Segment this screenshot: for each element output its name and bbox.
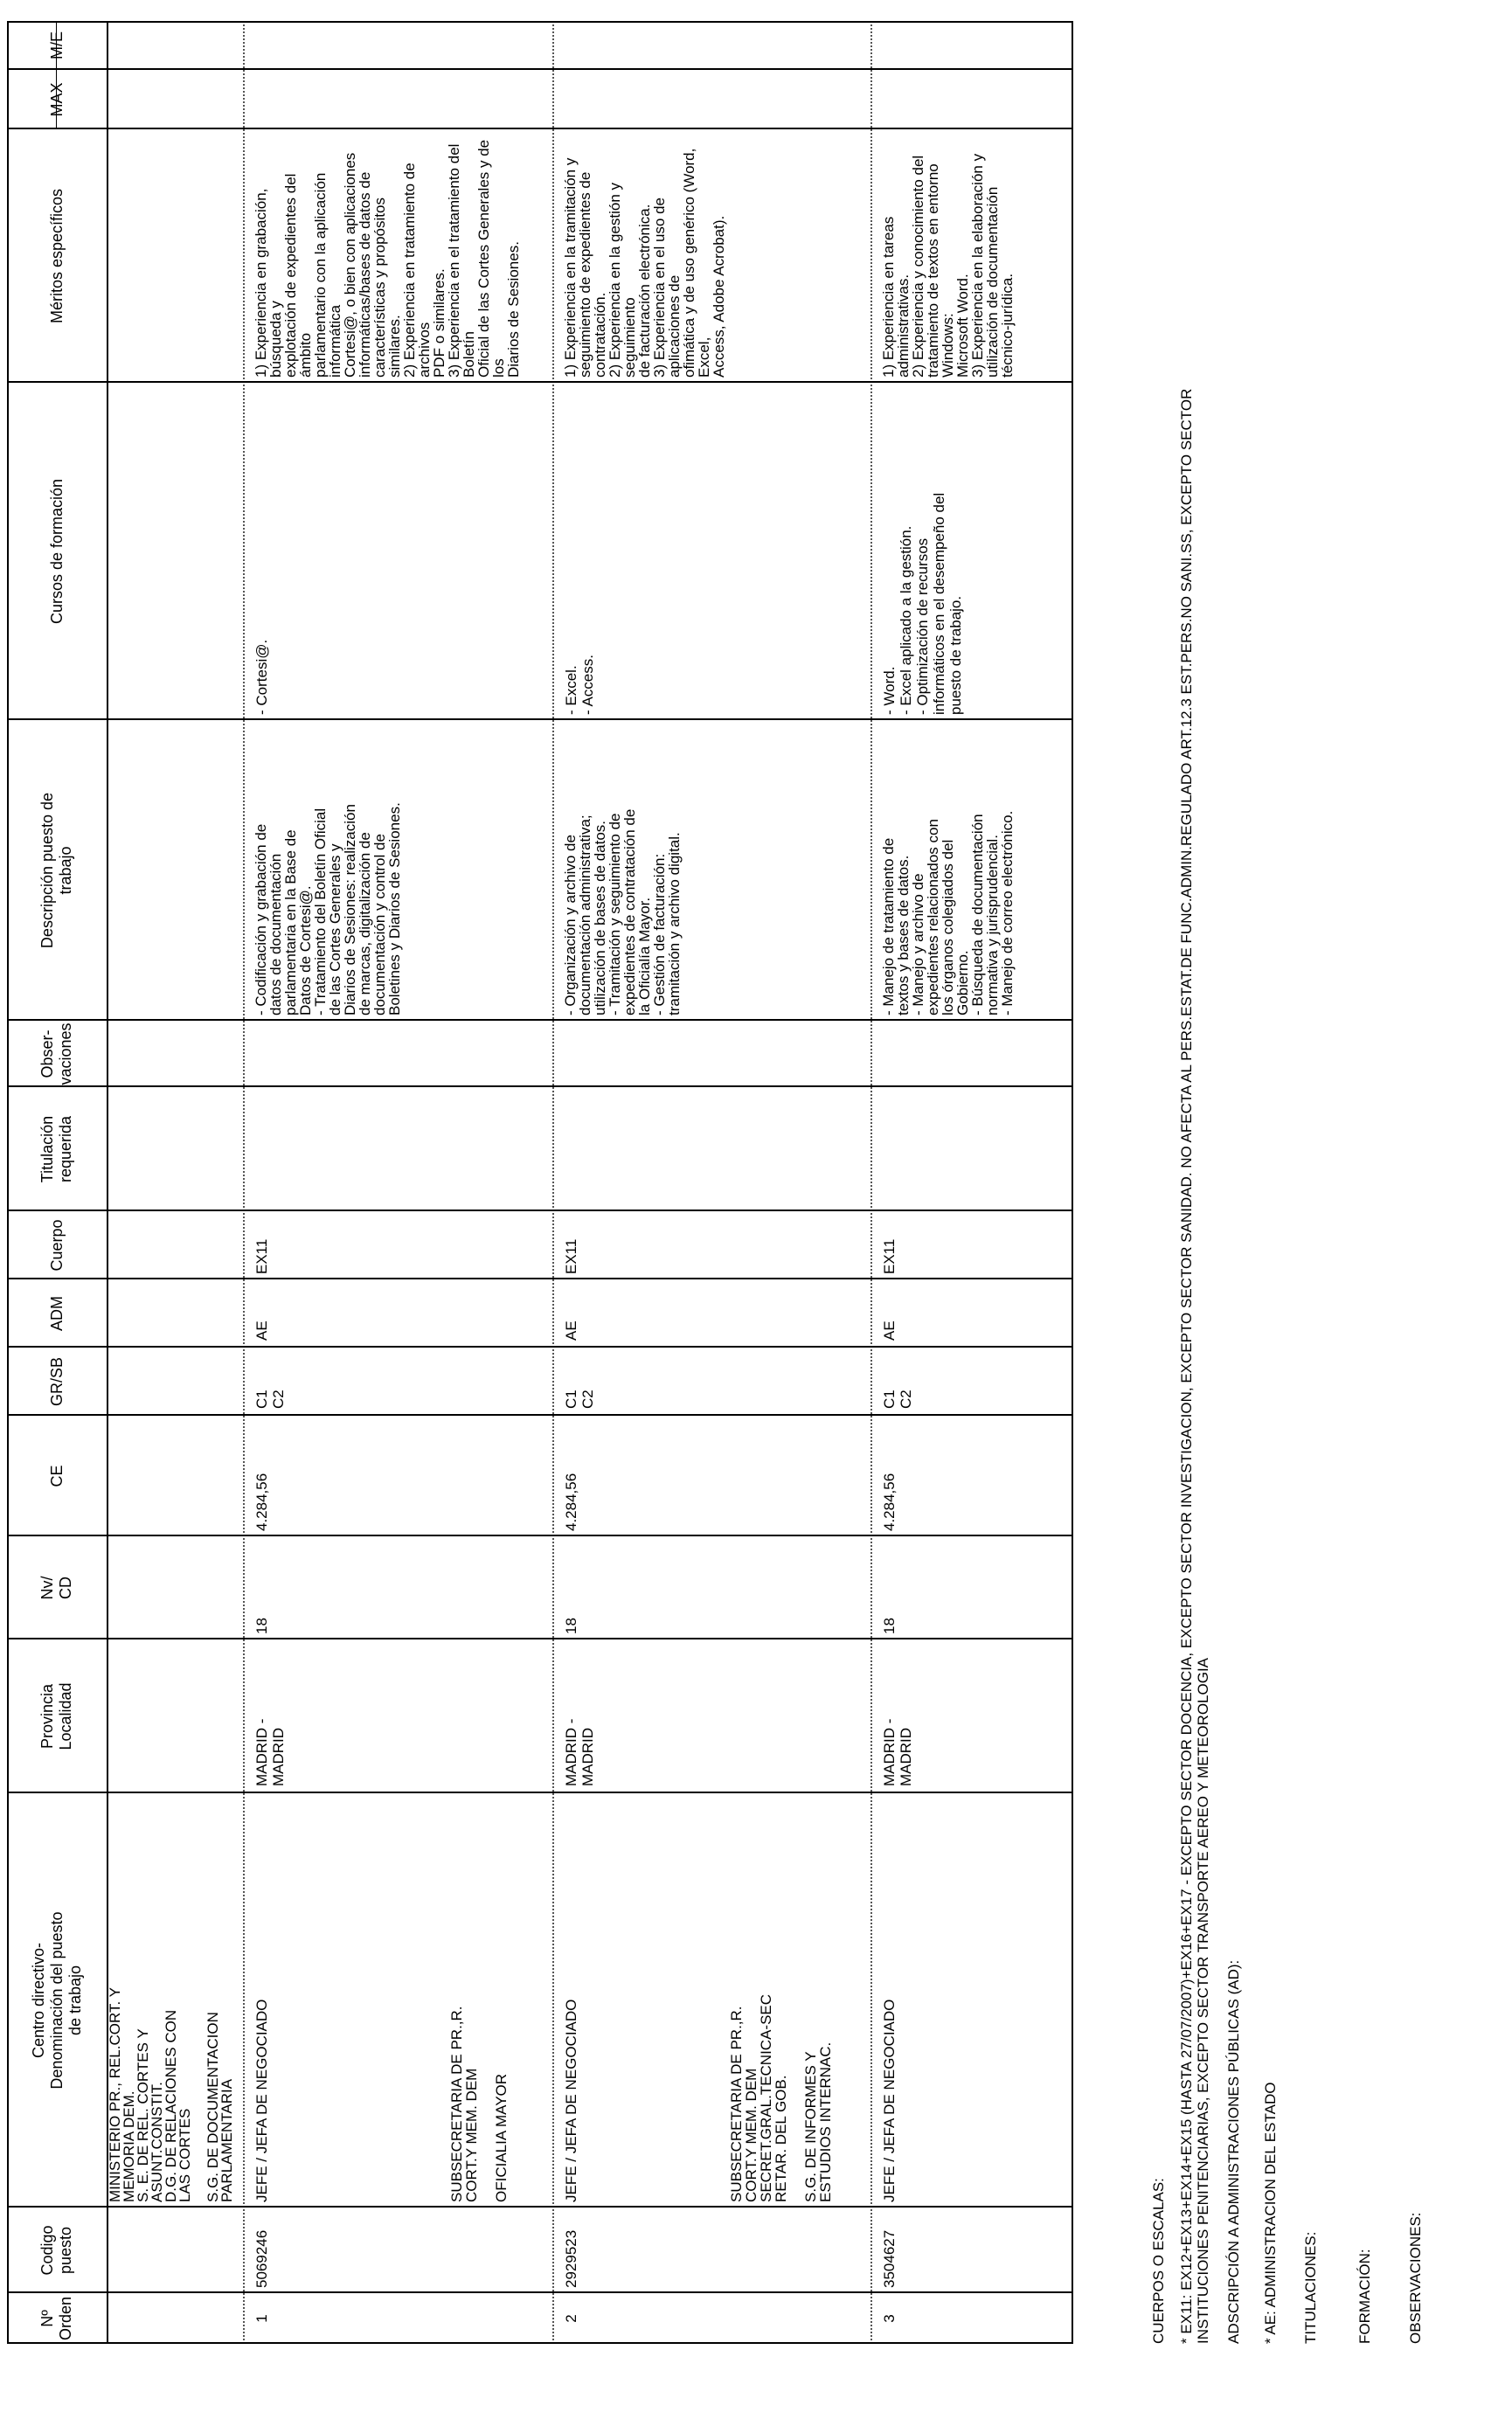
col-line: [7, 718, 1073, 720]
header-adm: ADM: [47, 1296, 66, 1331]
col-line: [7, 1535, 1073, 1536]
col-line: [7, 1414, 1073, 1416]
col-line: [7, 1792, 1073, 1793]
row-1-ce: 4.284,56: [253, 1473, 270, 1531]
row-2-puesto: JEFE / JEFA DE NEGOCIADO: [563, 1999, 579, 2202]
row-1-cursos: - Cortesi@.: [253, 639, 270, 715]
col-line: [7, 1019, 1073, 1021]
titulaciones-title: TITULACIONES:: [1302, 2231, 1319, 2344]
col-line: [7, 128, 1073, 129]
col-line: [7, 1085, 1073, 1087]
row-2-codigo: 2929523: [563, 2229, 579, 2288]
col-line: [7, 1210, 1073, 1211]
header-grupo: GR/SB: [47, 1357, 66, 1407]
header-descripcion: Descripción puesto de trabajo: [38, 792, 74, 949]
row-1-adm: AE: [253, 1320, 270, 1341]
row-3-separator: [870, 21, 872, 2344]
col-line: [7, 1278, 1073, 1279]
col-line: [7, 1638, 1073, 1639]
header-observaciones: Obser- vaciones: [38, 1022, 74, 1085]
row-2-adm: AE: [563, 1320, 579, 1341]
table-border-bottom: [1072, 21, 1073, 2344]
col-line: [7, 1346, 1073, 1348]
row-1-grupo: C1 C2: [253, 1390, 287, 1409]
col-line: [7, 381, 1073, 383]
row-3-adm: AE: [881, 1320, 898, 1341]
centro-directivo-top: MINISTERIO PR., REL.CORT. Y MEMORIA DEM. S. E. DE REL. CORTES Y ASUNT.CONSTIT. D.G. DE RELACIONES CON LAS CORTES S.G. DE DOCUMENTACION PARLAMENTARIA: [107, 1987, 235, 2202]
max-me-divider: [56, 21, 57, 129]
row-3-orden: 3: [881, 2314, 898, 2323]
row-2-orden: 2: [563, 2314, 579, 2323]
row-3-cursos: - Word. - Excel aplicado a la gestión. - Optimización de recursos informáticos en el desempeño del puesto de trabajo.: [881, 492, 964, 715]
row-3-provincia: MADRID - MADRID: [881, 1718, 914, 1786]
header-meritos: Méritos específicos: [47, 188, 66, 324]
positions-table: [7, 21, 1073, 2344]
row-3-codigo: 3504627: [881, 2229, 898, 2288]
cuerpos-text: * EX11: EX12+EX13+EX14+EX15 (HASTA 27/07/2007)+EX16+EX17 - EXCEPTO SECTOR DOCENCIA, EXCEPTO SECTOR INVESTIGACION, EXCEPTO SECTOR SANIDAD. NO AFECTA AL PERS.ESTAT.DE FUNC.ADMIN.REGULADO ART.12.3 EST.PERS.NO SANI.SS, EXCEPTO SECTOR INSTITUCIONES PENITENCIARIAS, EXCEPTO SECTOR TRANSPORTE AEREO Y METEOROLOGIA: [1178, 388, 1211, 2344]
row-1-codigo: 5069246: [253, 2229, 270, 2288]
row-2-ce: 4.284,56: [563, 1473, 579, 1531]
col-line: [7, 68, 1073, 70]
col-line: [7, 2206, 1073, 2208]
row-2-descripcion: - Organización y archivo de documentación administrativa; utilización de bases de datos. - Tramitación y seguimiento de expedientes de contratación de la Oficialía Mayor. - Gestión de facturación: tramitación y archivo digital.: [562, 808, 683, 1015]
row-1-nivel: 18: [253, 1618, 270, 1634]
row-3-cuerpo: EX11: [881, 1238, 898, 1274]
row-1-orden: 1: [253, 2314, 270, 2323]
row-1-descripcion: - Codificación y grabación de datos de documentación parlamentaria en la Base de Datos de Cortesi@. - Tratamiento del Boletín Oficial de las Cortes Generales y Diarios de Sesiones: realización de marcas, digitalización de documentación y control de Boletines y Diarios de Sesiones.: [253, 802, 403, 1015]
col-line: [7, 2342, 1073, 2344]
header-codigo: Codigo puesto: [38, 2225, 74, 2276]
observaciones-title: OBSERVACIONES:: [1407, 2212, 1424, 2344]
row-1-cuerpo: EX11: [253, 1238, 270, 1274]
adscripcion-title: ADSCRIPCIÓN A ADMINISTRACIONES PÚBLICAS (AD):: [1225, 1959, 1242, 2344]
row-3-grupo: C1 C2: [881, 1390, 914, 1409]
header-cuerpo: Cuerpo: [47, 1219, 66, 1272]
header-divider: [107, 21, 108, 2344]
adscripcion-text: * AE: ADMINISTRACION DEL ESTADO: [1262, 2082, 1279, 2344]
row-3-centro-directivo: SUBSECRETARIA DE PR.,R. CORT.Y MEM. DEM SECRET.GRAL.TECNICA-SEC RETAR. DEL GOB. S.G. DE INFORMES Y ESTUDIOS INTERNAC.: [728, 1993, 834, 2202]
row-1-provincia: MADRID - MADRID: [253, 1718, 287, 1786]
header-max: MAX: [47, 82, 66, 117]
header-titulacion: Titulación requerida: [38, 1115, 74, 1183]
row-1-puesto: JEFE / JEFA DE NEGOCIADO: [253, 1999, 270, 2202]
row-2-meritos: 1) Experiencia en la tramitación y seguimiento de expedientes de contratación. 2) Experiencia en la gestión y seguimiento de facturación electrónica. 3) Experiencia en el uso de aplicaciones de ofimática y de uso genérico (Word, Excel, Access, Adobe Acrobat).: [562, 148, 727, 378]
row-1-meritos: 1) Experiencia en grabación, búsqueda y explotación de expedientes del ámbito parlamentario con la aplicación informática Cortesi@, o bien con aplicaciones informáticas/bases de datos de características y propósitos similares. 2) Experiencia en tratamiento de archivos PDF o similares. 3) Experiencia en el tratamiento del Boletín Oficial de las Cortes Generales y de los Diarios de Sesiones.: [253, 139, 522, 378]
row-3-puesto: JEFE / JEFA DE NEGOCIADO: [881, 1999, 898, 2202]
row-2-grupo: C1 C2: [563, 1390, 596, 1409]
cuerpos-title: CUERPOS O ESCALAS:: [1150, 2178, 1167, 2344]
row-3-descripcion: - Manejo de tratamiento de textos y bases de datos. - Manejo y archivo de expedientes relacionados con los órganos colegiados del Gobierno. - Búsqueda de documentación normativa y jurisprudencial. - Manejo de correo electrónico.: [880, 810, 1016, 1015]
formacion-title: FORMACIÓN:: [1356, 2249, 1373, 2344]
row-2-nivel: 18: [563, 1618, 579, 1634]
row-2-centro-directivo: SUBSECRETARIA DE PR.,R. CORT.Y MEM. DEM OFICIALIA MAYOR: [448, 2006, 510, 2202]
row-3-meritos: 1) Experiencia en tareas administrativas. 2) Experiencia y conocimiento del tratamiento de textos en entorno Windows: Microsoft Word. 3) Experiencia en la elaboración y utilización de documentación técnico-jurídica.: [880, 153, 1016, 378]
header-nivel: Nv/ CD: [38, 1576, 74, 1600]
row-1-separator: [243, 21, 245, 2344]
row-3-nivel: 18: [881, 1618, 898, 1634]
table-border-top: [7, 21, 9, 2344]
header-orden: Nº Orden: [38, 2296, 74, 2341]
col-line: [7, 21, 1073, 23]
header-ce: CE: [47, 1465, 66, 1487]
header-provincia: Provincia Localidad: [38, 1682, 74, 1750]
row-2-cursos: - Excel. - Access.: [563, 655, 596, 715]
row-2-separator: [552, 21, 554, 2344]
header-centro: Centro directivo- Denominación del puesto de trabajo: [29, 1911, 84, 2090]
col-line: [7, 2291, 1073, 2293]
row-2-provincia: MADRID - MADRID: [563, 1718, 596, 1786]
row-2-cuerpo: EX11: [563, 1238, 579, 1274]
header-me: M/E: [47, 31, 66, 60]
row-3-ce: 4.284,56: [881, 1473, 898, 1531]
header-cursos: Cursos de formación: [47, 478, 66, 625]
